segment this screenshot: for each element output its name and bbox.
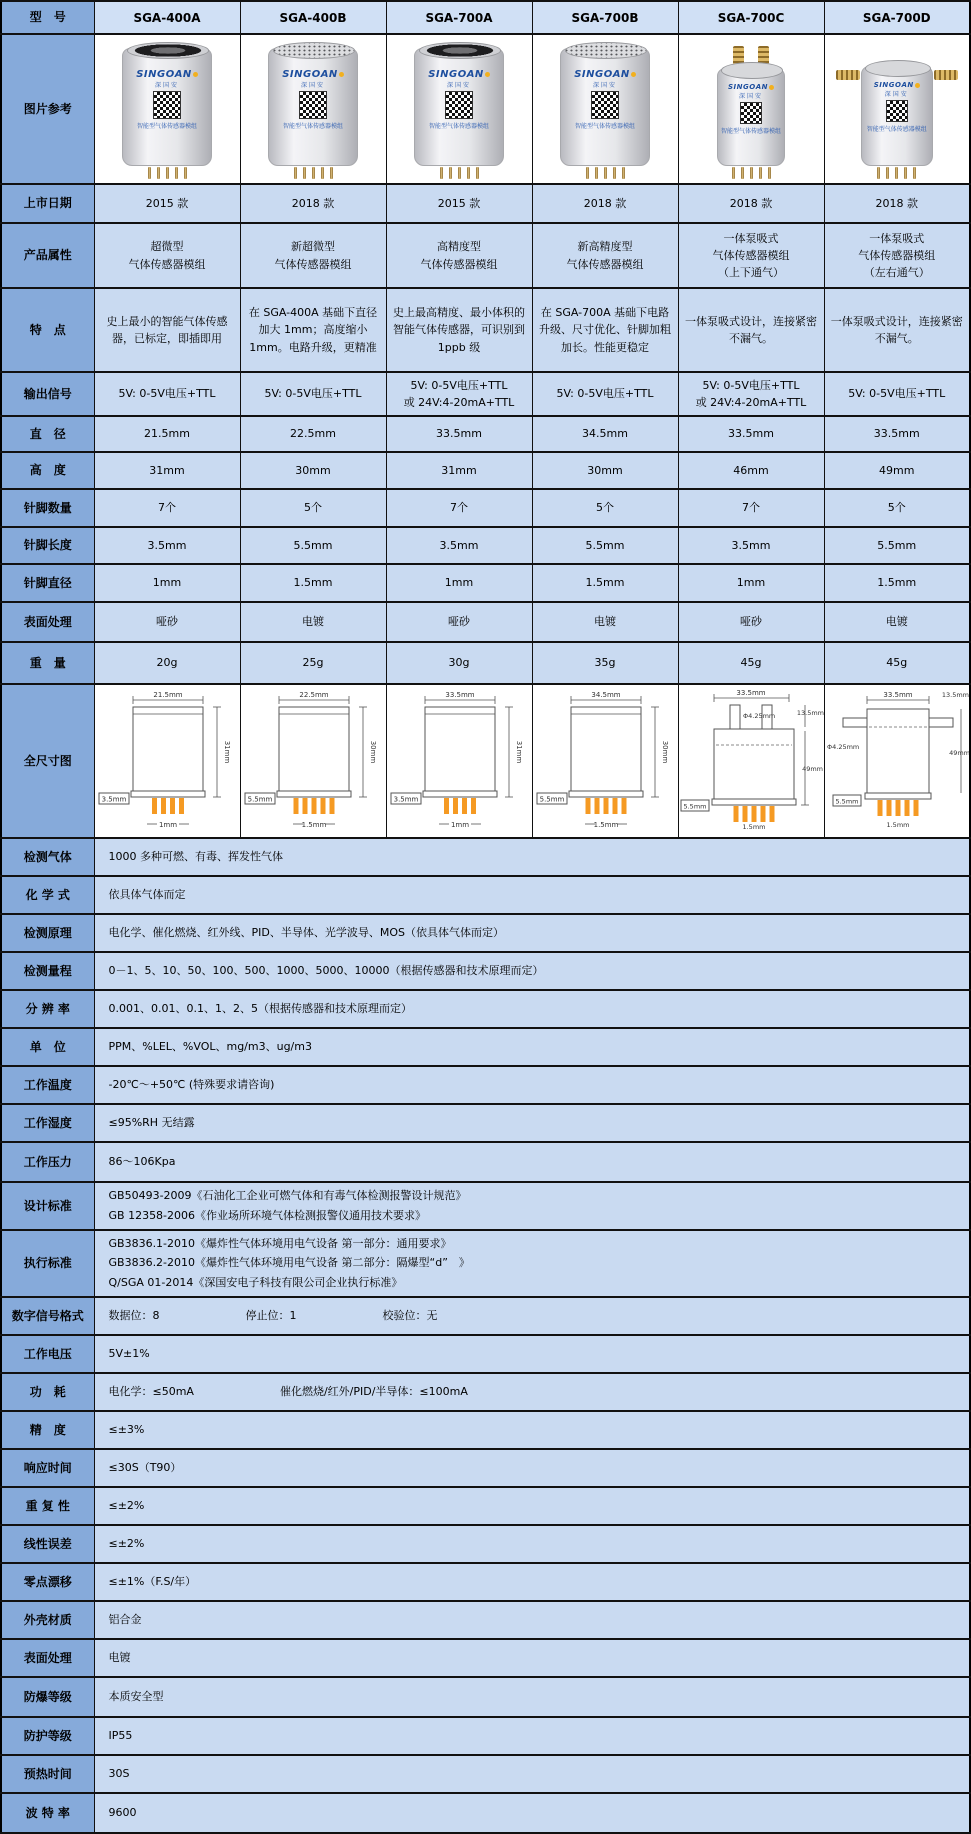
spec-cell-surface-finish-SGA-400A: 哑砂 [94, 602, 240, 642]
spec-label-detect-range: 检测量程 [1, 952, 94, 990]
svg-text:21.5mm: 21.5mm [152, 691, 183, 699]
sensor-photo [533, 38, 678, 180]
connector-pins [586, 167, 625, 180]
spec-label-detect-gases: 检测气体 [1, 838, 94, 876]
qr-code-icon [886, 100, 908, 122]
detail-value-response-time: ≤30S（T90） [94, 1449, 970, 1487]
detail-value-explosion-proof-grade: 本质安全型 [94, 1677, 970, 1717]
svg-text:1.5mm: 1.5mm [885, 821, 910, 829]
row-power-consumption [1, 1373, 970, 1411]
svg-text:30mm: 30mm [660, 740, 669, 764]
spec-cell-output-signal-SGA-400B: 5V: 0-5V电压+TTL [240, 372, 386, 416]
connector-pins [440, 167, 479, 180]
cap-icon [721, 62, 784, 79]
spec-label-digital-signal-format: 数字信号格式 [1, 1297, 94, 1335]
svg-text:3.5mm: 3.5mm [393, 795, 418, 804]
spec-cell-height-SGA-700B: 30mm [532, 452, 678, 489]
row-detect-principle [1, 914, 970, 952]
product-photo-SGA-400A [94, 34, 240, 184]
dimension-drawing [679, 687, 825, 831]
detail-value-shell-material: 铝合金 [94, 1601, 970, 1639]
spec-label-working-voltage: 工作电压 [1, 1335, 94, 1373]
spec-cell-launch-date-SGA-700D: 2018 款 [824, 184, 970, 223]
spec-cell-diameter-SGA-700D: 33.5mm [824, 416, 970, 452]
spec-label-features: 特 点 [1, 288, 94, 372]
spec-cell-pin-diameter-SGA-400A: 1mm [94, 564, 240, 602]
spec-label-linearity-error: 线性误差 [1, 1525, 94, 1563]
sensor-photo [387, 38, 532, 180]
spec-label-pin-diameter: 针脚直径 [1, 564, 94, 602]
gas-outlet-barb [934, 70, 958, 80]
row-digital-signal-format [1, 1297, 970, 1335]
brand-chinese-text: 深国安 [592, 82, 617, 89]
dimension-drawing [95, 687, 241, 831]
svg-text:1.5mm: 1.5mm [593, 821, 618, 829]
spec-cell-height-SGA-700C: 46mm [678, 452, 824, 489]
spec-cell-attributes-SGA-700B: 新高精度型 气体传感器模组 [532, 223, 678, 288]
connector-pins [294, 167, 333, 180]
row-working-humidity [1, 1104, 970, 1142]
detail-value-chemical-formula: 依具体气体而定 [94, 876, 970, 914]
spec-cell-weight-SGA-700B: 35g [532, 642, 678, 684]
svg-text:34.5mm: 34.5mm [590, 691, 621, 699]
svg-text:5.5mm: 5.5mm [539, 795, 564, 804]
row-warm-up-time [1, 1755, 970, 1793]
spec-cell-launch-date-SGA-400A: 2015 款 [94, 184, 240, 223]
row-features [1, 288, 970, 372]
row-diameter [1, 416, 970, 452]
row-working-voltage [1, 1335, 970, 1373]
spec-label-unit: 单 位 [1, 1028, 94, 1066]
svg-text:3.5mm: 3.5mm [101, 795, 126, 804]
dimension-diagram-SGA-400A [94, 684, 240, 838]
spec-cell-surface-finish-SGA-700C: 哑砂 [678, 602, 824, 642]
detail-value-working-pressure: 86～106Kpa [94, 1142, 970, 1182]
spec-cell-features-SGA-700D: 一体泵吸式设计，连接紧密不漏气。 [824, 288, 970, 372]
connector-pins [148, 167, 187, 180]
spec-label-accuracy: 精 度 [1, 1411, 94, 1449]
sensor-photo [95, 38, 240, 180]
row-pin-length [1, 527, 970, 564]
dimension-diagram-SGA-700B [532, 684, 678, 838]
spec-label-resolution: 分 辨 率 [1, 990, 94, 1028]
connector-pins [732, 167, 771, 180]
spec-label-detect-principle: 检测原理 [1, 914, 94, 952]
spec-cell-diameter-SGA-700A: 33.5mm [386, 416, 532, 452]
spec-label-repeatability: 重 复 性 [1, 1487, 94, 1525]
qr-code-icon [299, 91, 327, 119]
spec-cell-pin-count-SGA-700B: 5个 [532, 489, 678, 527]
spec-cell-weight-SGA-400A: 20g [94, 642, 240, 684]
row-shell-material [1, 1601, 970, 1639]
spec-cell-output-signal-SGA-700C: 5V: 0-5V电压+TTL 或 24V:4-20mA+TTL [678, 372, 824, 416]
brand-text: SINGOAN [574, 69, 636, 80]
dimension-drawing [387, 687, 533, 831]
spec-cell-pin-length-SGA-700A: 3.5mm [386, 527, 532, 564]
row-shell-surface-finish [1, 1639, 970, 1677]
svg-text:33.5mm: 33.5mm [735, 689, 766, 697]
row-weight [1, 642, 970, 684]
spec-cell-height-SGA-700D: 49mm [824, 452, 970, 489]
spec-cell-features-SGA-700B: 在 SGA-700A 基础下电路升级、尺寸优化、针脚加粗加长。性能更稳定 [532, 288, 678, 372]
detail-value-unit: PPM、%LEL、%VOL、mg/m3、ug/m3 [94, 1028, 970, 1066]
row-linearity-error [1, 1525, 970, 1563]
spec-cell-pin-diameter-SGA-700D: 1.5mm [824, 564, 970, 602]
spec-cell-pin-diameter-SGA-400B: 1.5mm [240, 564, 386, 602]
row-accuracy [1, 1411, 970, 1449]
row-response-time [1, 1449, 970, 1487]
gas-inlet-barb [836, 70, 860, 80]
sensor-photo [825, 38, 970, 180]
brand-dot-icon [631, 72, 636, 77]
dimension-diagram-SGA-700D [824, 684, 970, 838]
spec-cell-pin-length-SGA-700D: 5.5mm [824, 527, 970, 564]
svg-text:33.5mm: 33.5mm [444, 691, 475, 699]
spec-label-executive-standard: 执行标准 [1, 1230, 94, 1297]
row-protection-grade [1, 1717, 970, 1755]
spec-cell-pin-count-SGA-400B: 5个 [240, 489, 386, 527]
spec-label-power-consumption: 功 耗 [1, 1373, 94, 1411]
brand-dot-icon [769, 85, 774, 90]
svg-text:Φ4.25mm: Φ4.25mm [826, 743, 859, 751]
dimension-drawing [825, 687, 971, 831]
sensor-photo [241, 38, 386, 180]
spec-label-baud-rate: 波 特 率 [1, 1793, 94, 1833]
spec-cell-diameter-SGA-700B: 34.5mm [532, 416, 678, 452]
qr-code-icon [445, 91, 473, 119]
svg-text:13.5mm: 13.5mm [796, 709, 824, 717]
svg-text:49mm: 49mm [801, 765, 823, 773]
row-launch-date [1, 184, 970, 223]
row-chemical-formula [1, 876, 970, 914]
spec-cell-pin-count-SGA-400A: 7个 [94, 489, 240, 527]
spec-cell-launch-date-SGA-700B: 2018 款 [532, 184, 678, 223]
spec-label-attributes: 产品属性 [1, 223, 94, 288]
row-working-pressure [1, 1142, 970, 1182]
detail-value-working-humidity: ≤95%RH 无结露 [94, 1104, 970, 1142]
svg-text:31mm: 31mm [514, 740, 523, 764]
sensor-photo [679, 38, 824, 180]
row-full-dimensions [1, 684, 970, 838]
svg-text:22.5mm: 22.5mm [298, 691, 329, 699]
spec-label-shell-surface-finish: 表面处理 [1, 1639, 94, 1677]
row-repeatability [1, 1487, 970, 1525]
product-caption: 智能型气体传感器模组 [574, 123, 635, 130]
spec-cell-weight-SGA-700D: 45g [824, 642, 970, 684]
spec-cell-pin-count-SGA-700C: 7个 [678, 489, 824, 527]
row-detect-range [1, 952, 970, 990]
mesh-top-icon [565, 42, 648, 59]
brand-text: SINGOAN [136, 69, 198, 80]
row-design-standard [1, 1182, 970, 1230]
connector-pins [877, 167, 916, 180]
row-images [1, 34, 970, 184]
spec-cell-height-SGA-400A: 31mm [94, 452, 240, 489]
qr-code-icon [740, 102, 762, 124]
detail-value-detect-range: 0－1、5、10、50、100、500、1000、5000、10000（根据传感器和技术原理而定） [94, 952, 970, 990]
spec-cell-pin-count-SGA-700A: 7个 [386, 489, 532, 527]
spec-cell-attributes-SGA-700A: 高精度型 气体传感器模组 [386, 223, 532, 288]
svg-text:5.5mm: 5.5mm [682, 802, 707, 811]
spec-cell-output-signal-SGA-700B: 5V: 0-5V电压+TTL [532, 372, 678, 416]
dimension-diagram-SGA-700A [386, 684, 532, 838]
qr-code-icon [591, 91, 619, 119]
spec-label-output-signal: 输出信号 [1, 372, 94, 416]
spec-cell-output-signal-SGA-400A: 5V: 0-5V电压+TTL [94, 372, 240, 416]
spec-cell-launch-date-SGA-400B: 2018 款 [240, 184, 386, 223]
brand-chinese-text: 深国安 [738, 93, 763, 100]
brand-chinese-text: 深国安 [884, 91, 909, 98]
brand-chinese-text: 深国安 [300, 82, 325, 89]
detail-value-resolution: 0.001、0.01、0.1、1、2、5（根据传感器和技术原理而定） [94, 990, 970, 1028]
row-resolution [1, 990, 970, 1028]
spec-label-zero-drift: 零点漂移 [1, 1563, 94, 1601]
spec-cell-features-SGA-400A: 史上最小的智能气体传感器，已标定，即插即用 [94, 288, 240, 372]
detail-value-accuracy: ≤±3% [94, 1411, 970, 1449]
product-caption: 智能型气体传感器模组 [428, 123, 489, 130]
svg-text:1mm: 1mm [158, 821, 177, 829]
spec-label-protection-grade: 防护等级 [1, 1717, 94, 1755]
product-photo-SGA-400B [240, 34, 386, 184]
mesh-top-icon [273, 42, 356, 59]
model-name-SGA-400B: SGA-400B [240, 1, 386, 34]
spec-label-warm-up-time: 预热时间 [1, 1755, 94, 1793]
row-output-signal [1, 372, 970, 416]
spec-cell-pin-diameter-SGA-700B: 1.5mm [532, 564, 678, 602]
model-name-SGA-400A: SGA-400A [94, 1, 240, 34]
row-baud-rate [1, 1793, 970, 1833]
model-name-SGA-700C: SGA-700C [678, 1, 824, 34]
spec-cell-pin-length-SGA-400A: 3.5mm [94, 527, 240, 564]
detail-value-power-consumption: 电化学：≤50mA 催化燃烧/红外/PID/半导体：≤100mA [94, 1373, 970, 1411]
detail-value-baud-rate: 9600 [94, 1793, 970, 1833]
spec-cell-pin-length-SGA-400B: 5.5mm [240, 527, 386, 564]
product-caption: 智能型气体传感器模组 [866, 126, 927, 133]
brand-chinese-text: 深国安 [446, 82, 471, 89]
spec-cell-surface-finish-SGA-400B: 电镀 [240, 602, 386, 642]
spec-label-surface-finish: 表面处理 [1, 602, 94, 642]
spec-label-working-pressure: 工作压力 [1, 1142, 94, 1182]
spec-cell-weight-SGA-700C: 45g [678, 642, 824, 684]
brand-dot-icon [485, 72, 490, 77]
detail-value-shell-surface-finish: 电镀 [94, 1639, 970, 1677]
detail-value-executive-standard: GB3836.1-2010《爆炸性气体环境用电气设备 第一部分：通用要求》 GB3836.2-2010《爆炸性气体环境用电气设备 第二部分：隔爆型“d” 》 Q/SGA 01-2014《深国安电子科技有限公司企业执行标准》 [94, 1230, 970, 1297]
photo-row-label: 图片参考 [1, 34, 94, 184]
svg-text:31mm: 31mm [222, 740, 231, 764]
spec-label-weight: 重 量 [1, 642, 94, 684]
spec-cell-pin-length-SGA-700B: 5.5mm [532, 527, 678, 564]
spec-cell-pin-count-SGA-700D: 5个 [824, 489, 970, 527]
brand-chinese-text: 深国安 [154, 82, 179, 89]
detail-value-detect-principle: 电化学、催化燃烧、红外线、PID、半导体、光学波导、MOS（依具体气体而定） [94, 914, 970, 952]
brand-text: SINGOAN [282, 69, 344, 80]
product-photo-SGA-700D [824, 34, 970, 184]
dimension-diagram-SGA-700C [678, 684, 824, 838]
spec-cell-diameter-SGA-400A: 21.5mm [94, 416, 240, 452]
brand-text: SINGOAN [428, 69, 490, 80]
spec-label-shell-material: 外壳材质 [1, 1601, 94, 1639]
svg-text:Φ4.25mm: Φ4.25mm [742, 712, 775, 720]
row-executive-standard [1, 1230, 970, 1297]
row-pin-count [1, 489, 970, 527]
spec-cell-weight-SGA-700A: 30g [386, 642, 532, 684]
product-caption: 智能型气体传感器模组 [720, 128, 781, 135]
spec-cell-pin-length-SGA-700C: 3.5mm [678, 527, 824, 564]
spec-cell-surface-finish-SGA-700A: 哑砂 [386, 602, 532, 642]
row-pin-diameter [1, 564, 970, 602]
spec-cell-features-SGA-700A: 史上最高精度、最小体积的智能气体传感器，可识别到 1ppb 级 [386, 288, 532, 372]
spec-cell-features-SGA-700C: 一体泵吸式设计，连接紧密不漏气。 [678, 288, 824, 372]
row-surface-finish [1, 602, 970, 642]
svg-text:49mm: 49mm [948, 749, 970, 757]
spec-label-response-time: 响应时间 [1, 1449, 94, 1487]
brand-dot-icon [339, 72, 344, 77]
dimension-diagram-SGA-400B [240, 684, 386, 838]
detail-value-warm-up-time: 30S [94, 1755, 970, 1793]
detail-value-detect-gases: 1000 多种可燃、有毒、挥发性气体 [94, 838, 970, 876]
svg-text:1.5mm: 1.5mm [301, 821, 326, 829]
spec-cell-attributes-SGA-400A: 超微型 气体传感器模组 [94, 223, 240, 288]
model-name-SGA-700D: SGA-700D [824, 1, 970, 34]
brand-dot-icon [193, 72, 198, 77]
spec-label-working-humidity: 工作湿度 [1, 1104, 94, 1142]
spec-cell-launch-date-SGA-700A: 2015 款 [386, 184, 532, 223]
svg-text:13.5mm: 13.5mm [941, 691, 969, 699]
spec-cell-diameter-SGA-700C: 33.5mm [678, 416, 824, 452]
product-photo-SGA-700A [386, 34, 532, 184]
spec-cell-attributes-SGA-700D: 一体泵吸式 气体传感器模组 （左右通气） [824, 223, 970, 288]
product-photo-SGA-700C [678, 34, 824, 184]
dimension-drawing [241, 687, 387, 831]
row-explosion-proof-grade [1, 1677, 970, 1717]
model-row-label: 型 号 [1, 1, 94, 34]
row-attributes [1, 223, 970, 288]
spec-cell-pin-diameter-SGA-700A: 1mm [386, 564, 532, 602]
model-name-SGA-700A: SGA-700A [386, 1, 532, 34]
spec-cell-launch-date-SGA-700C: 2018 款 [678, 184, 824, 223]
detail-value-protection-grade: IP55 [94, 1717, 970, 1755]
spec-label-working-temperature: 工作温度 [1, 1066, 94, 1104]
model-name-SGA-700B: SGA-700B [532, 1, 678, 34]
spec-cell-surface-finish-SGA-700D: 电镀 [824, 602, 970, 642]
brand-text: SINGOAN [874, 81, 920, 89]
spec-label-pin-length: 针脚长度 [1, 527, 94, 564]
svg-text:5.5mm: 5.5mm [834, 797, 859, 806]
spec-cell-output-signal-SGA-700D: 5V: 0-5V电压+TTL [824, 372, 970, 416]
detail-value-design-standard: GB50493-2009《石油化工企业可燃气体和有毒气体检测报警设计规范》 GB 12358-2006《作业场所环境气体检测报警仪通用技术要求》 [94, 1182, 970, 1230]
brand-dot-icon [915, 83, 920, 88]
product-caption: 智能型气体传感器模组 [136, 123, 197, 130]
spec-cell-features-SGA-400B: 在 SGA-400A 基础下直径加大 1mm；高度缩小 1mm。电路升级，更精准 [240, 288, 386, 372]
detail-value-zero-drift: ≤±1%（F.S/年） [94, 1563, 970, 1601]
row-unit [1, 1028, 970, 1066]
sensor-opening-icon [127, 42, 210, 59]
spec-cell-attributes-SGA-700C: 一体泵吸式 气体传感器模组 （上下通气） [678, 223, 824, 288]
svg-text:30mm: 30mm [368, 740, 377, 764]
spec-cell-pin-diameter-SGA-700C: 1mm [678, 564, 824, 602]
spec-cell-height-SGA-700A: 31mm [386, 452, 532, 489]
svg-text:1.5mm: 1.5mm [741, 823, 766, 831]
svg-text:33.5mm: 33.5mm [882, 691, 913, 699]
product-caption: 智能型气体传感器模组 [282, 123, 343, 130]
svg-text:1mm: 1mm [450, 821, 469, 829]
row-model [1, 1, 970, 34]
spec-label-explosion-proof-grade: 防爆等级 [1, 1677, 94, 1717]
spec-label-launch-date: 上市日期 [1, 184, 94, 223]
spec-label-chemical-formula: 化 学 式 [1, 876, 94, 914]
dimension-drawing [533, 687, 679, 831]
sensor-opening-icon [419, 42, 502, 59]
brand-text: SINGOAN [728, 83, 774, 91]
row-height [1, 452, 970, 489]
spec-cell-output-signal-SGA-700A: 5V: 0-5V电压+TTL 或 24V:4-20mA+TTL [386, 372, 532, 416]
detail-value-working-temperature: -20℃～+50℃ (特殊要求请咨询) [94, 1066, 970, 1104]
qr-code-icon [153, 91, 181, 119]
product-photo-SGA-700B [532, 34, 678, 184]
detail-value-linearity-error: ≤±2% [94, 1525, 970, 1563]
spec-cell-attributes-SGA-400B: 新超微型 气体传感器模组 [240, 223, 386, 288]
spec-label-height: 高 度 [1, 452, 94, 489]
spec-cell-height-SGA-400B: 30mm [240, 452, 386, 489]
spec-cell-weight-SGA-400B: 25g [240, 642, 386, 684]
spec-label-pin-count: 针脚数量 [1, 489, 94, 527]
spec-label-diameter: 直 径 [1, 416, 94, 452]
spec-cell-diameter-SGA-400B: 22.5mm [240, 416, 386, 452]
cap-icon [865, 60, 931, 77]
diagram-row-label: 全尺寸图 [1, 684, 94, 838]
spec-label-design-standard: 设计标准 [1, 1182, 94, 1230]
detail-value-digital-signal-format: 数据位：8 停止位：1 校验位：无 [94, 1297, 970, 1335]
row-working-temperature [1, 1066, 970, 1104]
row-detect-gases [1, 838, 970, 876]
detail-value-repeatability: ≤±2% [94, 1487, 970, 1525]
svg-text:5.5mm: 5.5mm [247, 795, 272, 804]
row-zero-drift [1, 1563, 970, 1601]
spec-cell-surface-finish-SGA-700B: 电镀 [532, 602, 678, 642]
detail-value-working-voltage: 5V±1% [94, 1335, 970, 1373]
